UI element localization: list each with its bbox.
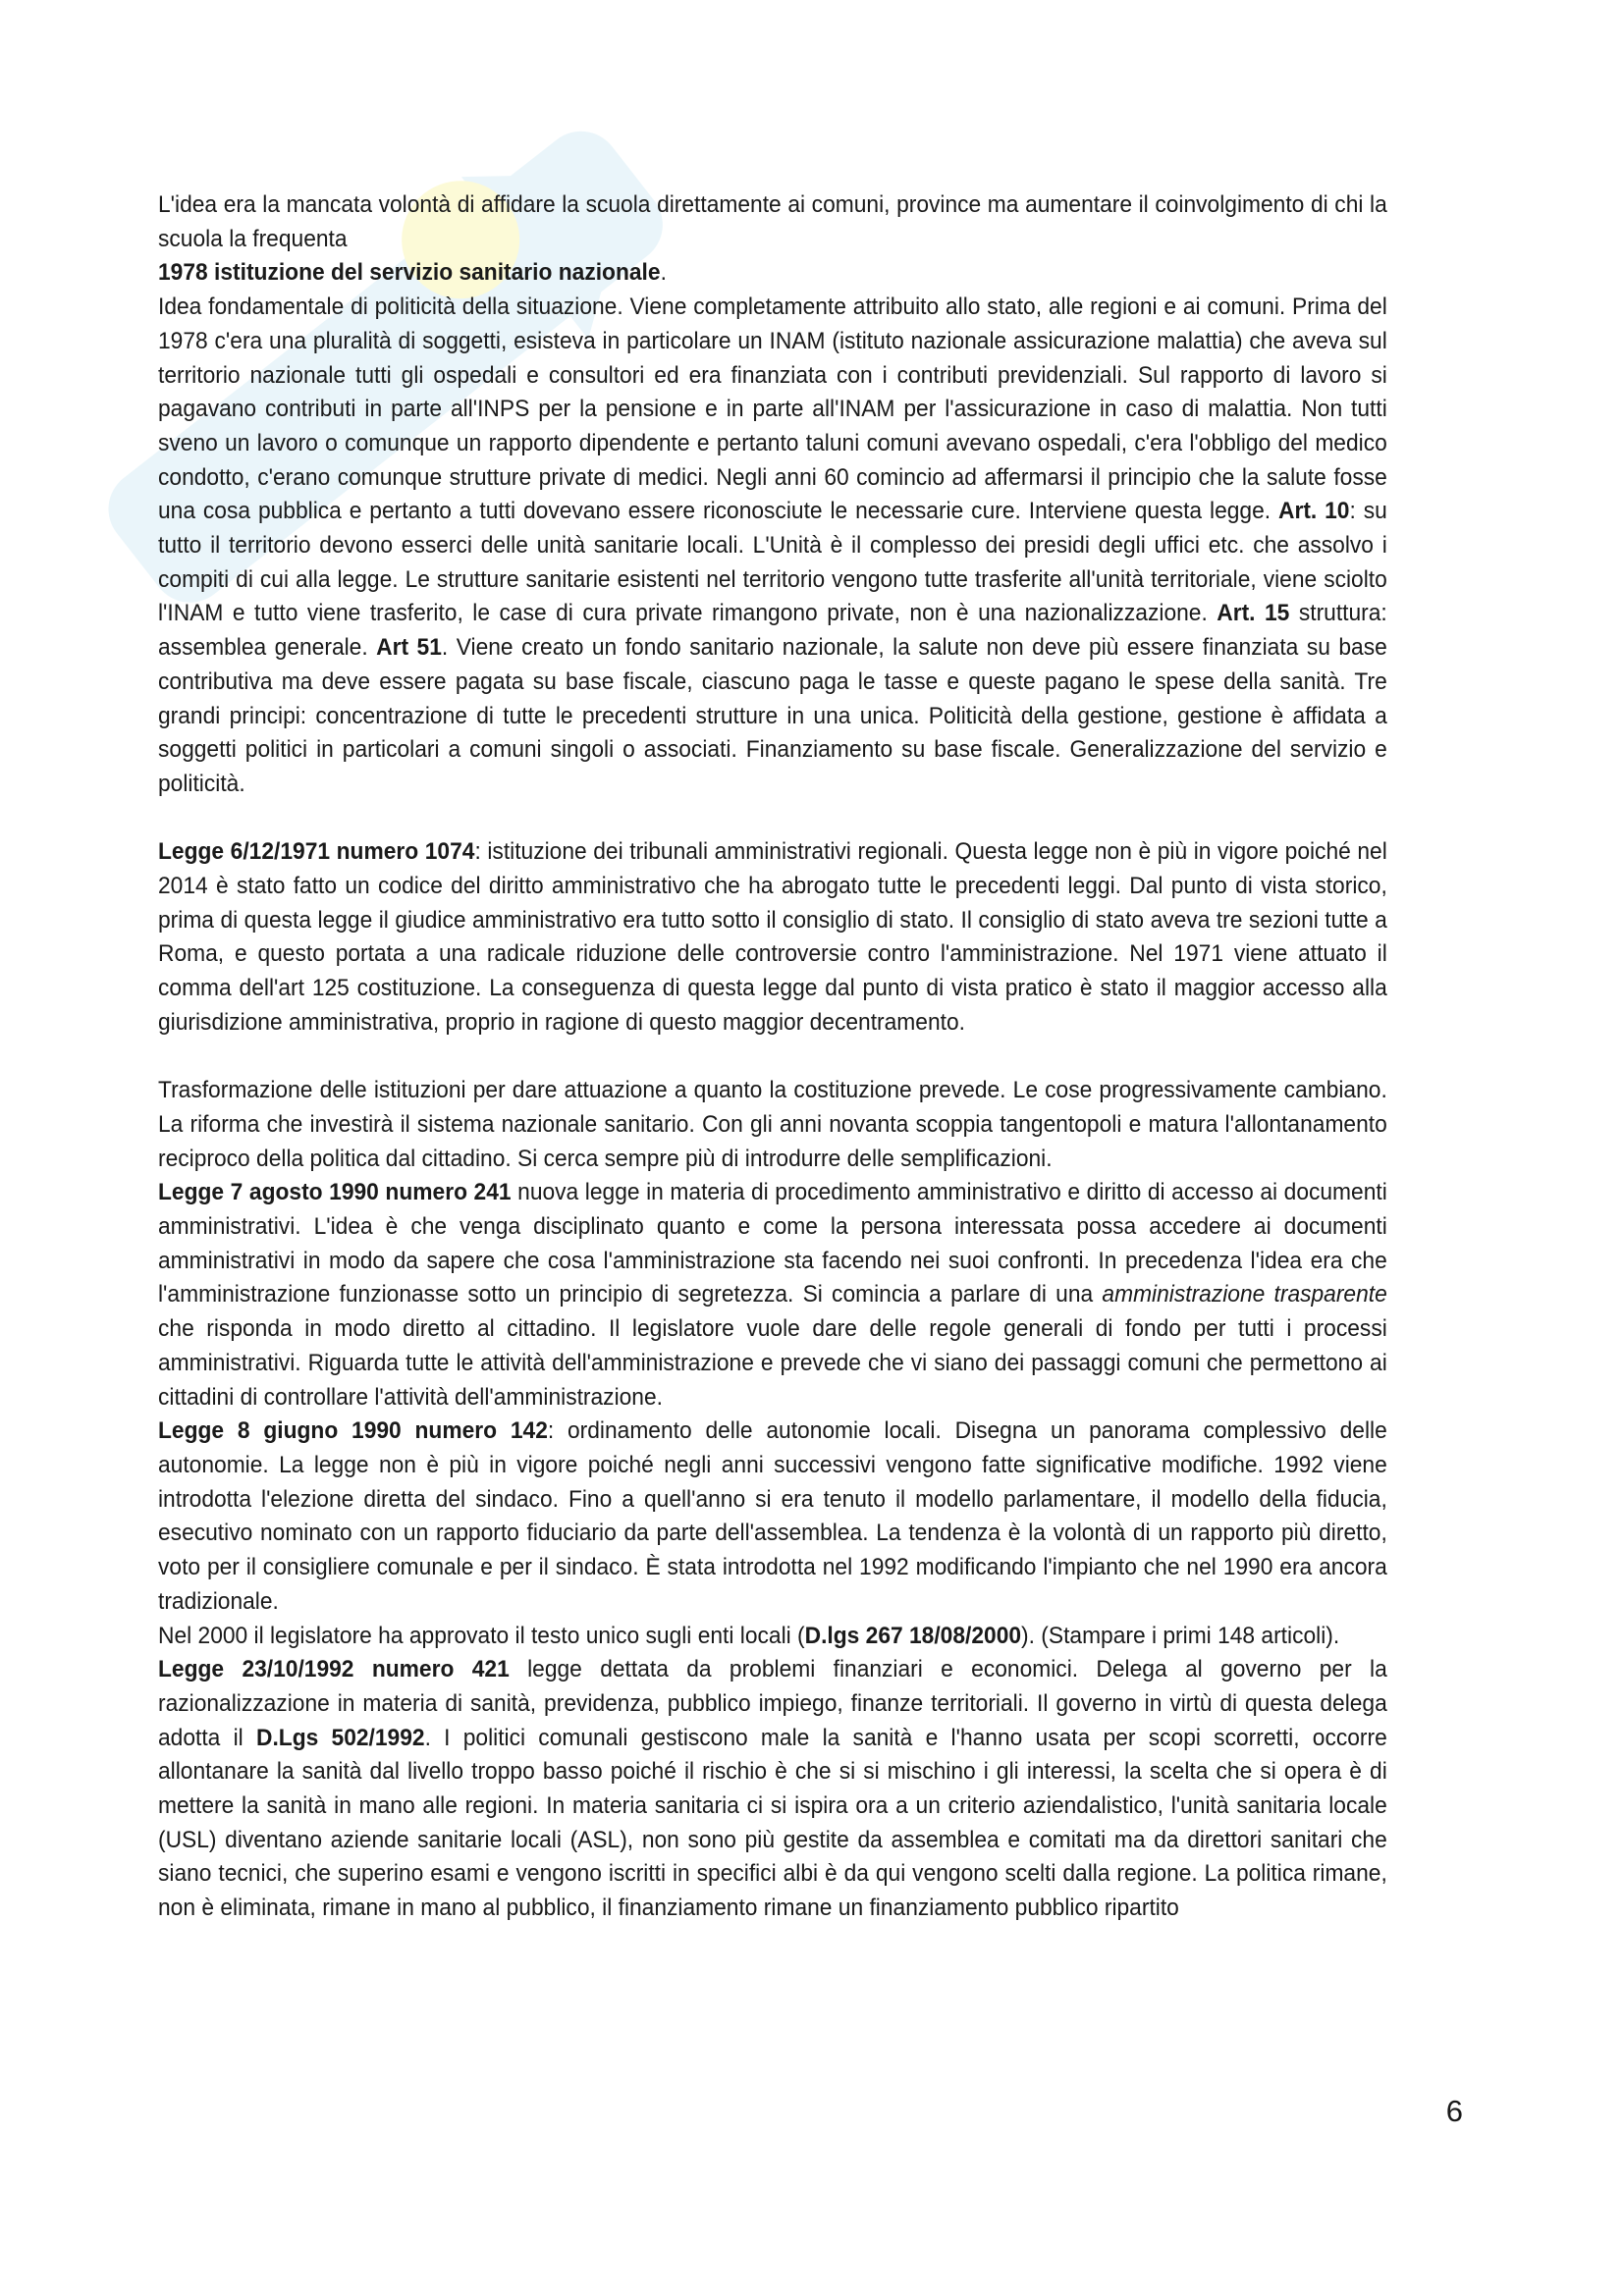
paragraph-legge-1971: Legge 6/12/1971 numero 1074: istituzione dei tribunali amministrativi regionali. Questa legge non è più in vigore poiché nel 2014 è stato fatto un codice del diritto amministrativo che ha abrogato tutte le precedenti leggi. Dal punto di vista storico, prima di questa legge il giudice amministrativo era tutto sotto il consiglio di stato. Il consiglio di stato aveva tre sezioni tutte a Roma, e questo portata a una radicale riduzione delle controversie contro l'amministrazione. Nel 1971 viene attuato il comma dell'art 125 costituzione. La conseguenza di questa legge dal punto di vista pratico è stato il maggior accesso alla giurisdizione amministrativa, proprio in ragione di questo maggior decentramento. — [158, 838, 1387, 1036]
paragraph-legge-421: Legge 23/10/1992 numero 421 legge dettata da problemi finanziari e economici. Delega al governo per la razionalizzazione in materia di sanità, previdenza, pubblico impiego, finanze territoriali. Il governo in virtù di questa delega adotta il D.Lgs 502/1992. I politici comunali gestiscono male la sanità e l'hanno usata per scopi scorretti, occorre allontanare la sanità dal livello troppo basso poiché il rischio è che si si mischino i gli interessi, la scelta che si opera è di mettere la sanità in mano alle regioni. In materia sanitaria ci si ispira ora a un criterio aziendalistico, l'unità sanitaria locale (USL) diventano aziende sanitarie locali (ASL), non sono più gestite da assemblea e comitati ma da direttori sanitari che siano tecnici, che superino esami e vengono iscritti in specifici albi è da qui vengono scelti dalla regione. La politica rimane, non è eliminata, rimane in mano al pubblico, il finanziamento rimane un finanziamento pubblico ripartito — [158, 1656, 1387, 1922]
dlgs-267-ref: D.lgs 267 18/08/2000 — [804, 1622, 1022, 1649]
art-51-ref: Art 51 — [376, 634, 442, 662]
art-10-ref: Art. 10 — [1277, 498, 1350, 525]
paragraph-1: L'idea era la mancata volontà di affidare la scuola direttamente ai comuni, province ma aumentare il coinvolgimento di chi la scuola la frequenta — [158, 191, 1387, 252]
paragraph-tuel-2000: Nel 2000 il legislatore ha approvato il testo unico sugli enti locali (D.lgs 267 18/08/2000). (Stampare i primi 148 articoli). — [158, 1622, 1340, 1649]
heading-ssn-1978: 1978 istituzione del servizio sanitario nazionale — [158, 259, 661, 287]
amministrazione-trasparente-term: amministrazione trasparente — [1102, 1281, 1387, 1308]
legge-421-ref: Legge 23/10/1992 numero 421 — [158, 1656, 510, 1683]
document-body — [158, 188, 1387, 1926]
paragraph-trasformazione: Trasformazione delle istituzioni per dare attuazione a quanto la costituzione prevede. Le cose progressivamente cambiano. La riforma che investirà il sistema nazionale sanitario. Con gli anni novanta scoppia tangentopoli e matura l'allontanamento reciproco della politica dal cittadino. Si cerca sempre più di introdurre delle semplificazioni. — [158, 1077, 1387, 1172]
legge-142-ref: Legge 8 giugno 1990 numero 142 — [158, 1417, 548, 1445]
art-15-ref: Art. 15 — [1217, 600, 1290, 627]
legge-241-ref: Legge 7 agosto 1990 numero 241 — [158, 1179, 512, 1206]
paragraph-legge-241: Legge 7 agosto 1990 numero 241 nuova legge in materia di procedimento amministrativo e diritto di accesso ai documenti amministrativi. L'idea è che venga disciplinato quanto e come la persona interessata possa accedere ai documenti amministrativi in modo da sapere che cosa l'amministrazione sta facendo nei suoi confronti. In precedenza l'idea era che l'amministrazione funzionasse sotto un principio di segretezza. Si comincia a parlare di una amministrazione trasparente che risponda in modo diretto al cittadino. Il legislatore vuole dare delle regole generali di fondo per tutti i processi amministrativi. Riguarda tutte le attività dell'amministrazione e prevede che vi siano dei passaggi comuni che permettono ai cittadini di controllare l'attività dell'amministrazione. — [158, 1179, 1387, 1411]
paragraph-ssn: Idea fondamentale di politicità della situazione. Viene completamente attribuito allo stato, alle regioni e ai comuni. Prima del 1978 c'era una pluralità di soggetti, esisteva in particolare un INAM (istituto nazionale assicurazione malattia) che aveva sul territorio nazionale tutti gli ospedali e consultori ed era finanziata con i contributi previdenziali. Sul rapporto di lavoro si pagavano contributi in parte all'INPS per la pensione e in parte all'INAM per l'assicurazione in caso di malattia. Non tutti sveno un lavoro o comunque un rapporto dipendente e pertanto taluni comuni avevano ospedali, c'era l'obbligo del medico condotto, c'erano comunque strutture private di medici. Negli anni 60 comincio ad affermarsi il principio che la salute fosse una cosa pubblica e pertanto a tutti dovevano essere riconosciute le necessarie cure. Interviene questa legge. Art. 10: su tutto il territorio devono esserci delle unità sanitarie locali. L'Unità è il complesso dei presidi degli uffici etc. che assolvo i compiti di cui alla legge. Le strutture sanitarie esistenti nel territorio vengono tutte trasferite all'unità territoriale, viene sciolto l'INAM e tutto viene trasferito, le case di cura private rimangono private, non è una nazionalizzazione. Art. 15 struttura: assemblea generale. Art 51. Viene creato un fondo sanitario nazionale, la salute non deve più essere finanziata su base contributiva ma deve essere pagata su base fiscale, ciascuno paga le tasse e queste pagano le spese della sanità. Tre grandi principi: concentrazione di tutte le precedenti strutture in una unica. Politicità della gestione, gestione è affidata a soggetti politici in particolari a comuni singoli o associati. Finanziamento su base fiscale. Generalizzazione del servizio e politicità. — [158, 294, 1387, 797]
page-number: 6 — [1445, 2094, 1463, 2128]
paragraph-heading-1978: 1978 istituzione del servizio sanitario nazionale. — [158, 259, 667, 287]
legge-1971-ref: Legge 6/12/1971 numero 1074 — [158, 838, 475, 866]
dlgs-502-ref: D.Lgs 502/1992 — [255, 1724, 425, 1751]
paragraph-legge-142: Legge 8 giugno 1990 numero 142: ordinamento delle autonomie locali. Disegna un panorama complessivo delle autonomie. La legge non è più in vigore poiché negli anni successivi vengono fatte significative modifiche. 1992 viene introdotta l'elezione diretta del sindaco. Fino a quell'anno si era tenuto il modello parlamentare, il modello della fiducia, esecutivo nominato con un rapporto fiduciario da parte dell'assemblea. La tendenza è la volontà di un rapporto più diretto, voto per il consigliere comunale e per il sindaco. È stata introdotta nel 1992 modificando l'impianto che nel 1990 era ancora tradizionale. — [158, 1417, 1387, 1615]
